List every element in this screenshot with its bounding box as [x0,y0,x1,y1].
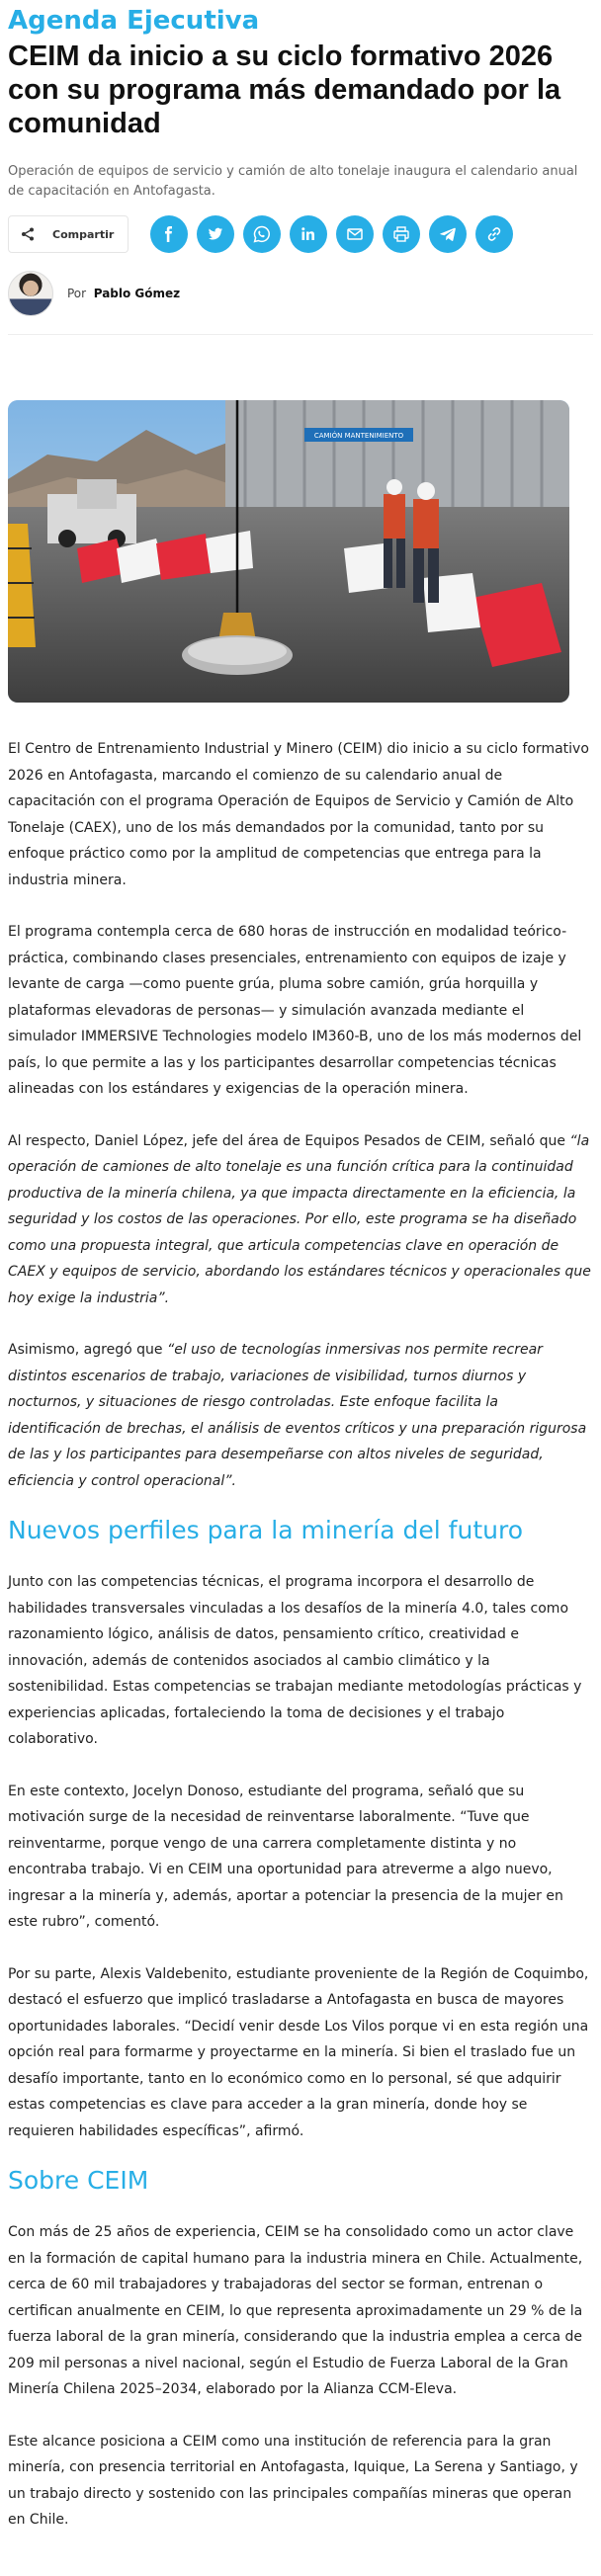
article-headline: CEIM da inicio a su ciclo formativo 2026 con su programa más demandado por la comunidad [8,41,561,139]
article-paragraph [8,1128,593,1312]
link-icon[interactable] [475,215,513,253]
hero-sign-text: CAMIÓN MANTENIMIENTO [313,432,404,440]
section-heading: Nuevos perfiles para la minería del futuro [8,1516,523,1544]
hero-image [8,400,569,703]
quote-intro: Asimismo, agregó que [8,1342,167,1358]
telegram-icon[interactable] [429,215,467,253]
share-icon [19,225,37,243]
author-prefix: Por [67,287,87,300]
section-heading: Sobre CEIM [8,2166,149,2195]
article-paragraph: El Centro de Entrenamiento Industrial y Minero (CEIM) dio inicio a su ciclo formativo 2026 en Antofagasta, marcando el comienzo de su calendario anual de capacitación con el programa Operación de Equipos de Servicio y Camión de Alto Tonelaje (CAEX), uno de los más demandados por la comunidad, tanto por su enfoque práctico como por la amplitud de competencias que entrega para la industria minera. [8,741,589,888]
article-paragraph: En este contexto, Jocelyn Donoso, estudiante del programa, señaló que su motivación surge de la necesidad de reinventarse laboralmente. “Tuve que reinventarme, porque vengo de una carrera completamente distinta y no encontraba trabajo. Vi en CEIM una oportunidad para atreverme a algo nuevo, ingresar a la minería y, además, aportar a potenciar la presencia de la mujer en este rubro”, comentó. [8,1783,563,1930]
quote-intro: Al respecto, Daniel López, jefe del área de Equipos Pesados de CEIM, señaló que [8,1132,570,1149]
quote-text: “la operación de camiones de alto tonelaje es una función crítica para la continuidad productiva de la minería chilena, ya que impacta directamente en la eficiencia, la seguridad y los costos de las operaciones. Por ello, este programa se ha diseñado como una propuesta integral, que articula competencias clave en operación de CAEX y equipos de servicio, abordando los estándares técnicos y operacionales que hoy exige la industria”. [8,1132,591,1306]
author-avatar[interactable] [8,271,53,316]
article-paragraph [8,1337,593,1494]
article-paragraph: El programa contempla cerca de 680 horas de instrucción en modalidad teórico-práctica, combinando clases presenciales, entrenamiento con equipos de izaje y levante de carga —como puente grúa, pluma sobre camión, grúa horquilla y plataformas elevadoras de personas— y simulación avanzada mediante el simulador IMMERSIVE Technologies modelo IM360-B, uno de los más modernos del país, lo que permite a las y los participantes desarrollar competencias técnicas alineadas con los estándares y exigencias de la operación minera. [8,924,582,1097]
article-paragraph: Junto con las competencias técnicas, el programa incorpora el desarrollo de habilidades transversales vinculadas a los desafíos de la minería 4.0, tales como razonamiento lógico, análisis de datos, pensamiento crítico, creatividad e innovación, además de contenidos asociados al cambio climático y la sostenibilidad. Estas competencias se trabajan mediante metodologías prácticas y experiencias aplicadas, fortaleciendo la toma de decisiones y el trabajo colaborativo. [8,1574,582,1747]
print-icon[interactable] [383,215,420,253]
hero-photo-illustration [8,400,569,703]
article-paragraph: Este alcance posiciona a CEIM como una institución de referencia para la gran minería, con presencia territorial en Antofagasta, Iquique, La Serena y Santiago, y un trabajo directo y sostenido con las principales compañías mineras que operan en Chile. [8,2433,578,2528]
quote-text: “el uso de tecnologías inmersivas nos permite recrear distintos escenarios de trabajo, variaciones de visibilidad, turnos diurnos y nocturnos, y situaciones de riesgo controladas. Este enfoque facilita la identificación de brechas, el análisis de eventos críticos y una preparación rigurosa de las y los participantes para desempeñarse con altos niveles de seguridad, eficiencia y control operacional”. [8,1342,587,1489]
article-lede: Operación de equipos de servicio y camión de alto tonelaje inaugura el calendario anual de capacitación en Antofagasta. [8,164,578,199]
facebook-icon[interactable] [150,215,188,253]
article-paragraph: Con más de 25 años de experiencia, CEIM se ha consolidado como un actor clave en la formación de capital humano para la industria minera en Chile. Actualmente, cerca de 60 mil trabajadores y trabajadoras del sector se forman, entrenan o certifican anualmente en CEIM, lo que representa aproximadamente un 29 % de la fuerza laboral de la gran minería, considerando que la industria emplea a cerca de 209 mil personas a nivel nacional, según el Estudio de Fuerza Laboral de la Gran Minería Chilena 2025–2034, elaborado por la Alianza CCM-Eleva. [8,2224,583,2397]
linkedin-icon[interactable] [290,215,327,253]
article-paragraph: Por su parte, Alexis Valdebenito, estudiante proveniente de la Región de Coquimbo, destacó el esfuerzo que implicó trasladarse a Antofagasta en busca de mayores oportunidades laborales. “Decidí venir desde Los Vilos porque vi en esta región una opción real para formarme y proyectarme en la minería. Si bien el traslado fue un desafío importante, tanto en lo económico como en lo personal, sé que adquirir estas competencias es clave para acceder a la gran minería, donde hoy se requieren habilidades específicas”, afirmó. [8,1965,589,2139]
category-kicker[interactable]: Agenda Ejecutiva [8,6,260,36]
twitter-icon[interactable] [197,215,234,253]
whatsapp-icon[interactable] [243,215,281,253]
share-button[interactable] [8,215,129,253]
share-label: Compartir [52,227,115,241]
email-icon[interactable] [336,215,374,253]
share-bar [8,215,593,253]
author-name[interactable]: Pablo Gómez [93,287,181,300]
author-byline [8,271,593,335]
